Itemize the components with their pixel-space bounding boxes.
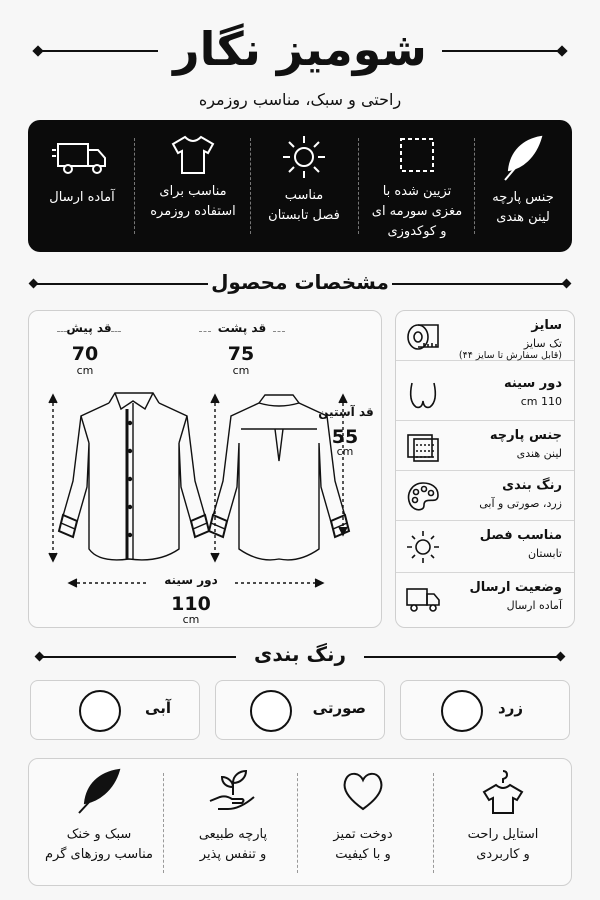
feature-fabric bbox=[476, 120, 570, 252]
feature-line: جنس پارچه bbox=[492, 190, 554, 205]
section-right-line bbox=[392, 283, 566, 285]
bottom-features bbox=[28, 758, 572, 886]
color-option-pink[interactable] bbox=[215, 680, 385, 740]
feature-piping bbox=[362, 120, 472, 252]
fabric-icon bbox=[404, 429, 442, 465]
feather-icon bbox=[75, 767, 123, 815]
spec-value: زرد، صورتی و آبی bbox=[479, 497, 562, 510]
dashed-square-icon bbox=[396, 134, 438, 176]
spec-title: دور سینه bbox=[503, 376, 562, 391]
feature-divider bbox=[433, 773, 434, 873]
section-left-dot bbox=[29, 279, 39, 289]
sun-icon bbox=[404, 529, 442, 565]
feature-line: مناسب برای bbox=[159, 184, 227, 199]
shirt-diagram bbox=[29, 311, 381, 627]
front-length-label: قد پیش bbox=[66, 321, 112, 335]
section-title-specs: مشخصات محصول bbox=[211, 270, 389, 294]
front-length-unit: cm bbox=[76, 364, 94, 377]
feature-line: مغزی سورمه ای bbox=[371, 204, 463, 219]
color-name: صورتی bbox=[312, 699, 366, 717]
section-title-colors: رنگ بندی bbox=[253, 642, 347, 666]
back-length-label: قد پشت bbox=[217, 321, 267, 335]
sleeve-length-value: 55 bbox=[331, 426, 359, 448]
back-length-unit: cm bbox=[232, 364, 250, 377]
bottom-feature-line: سبک و خنک bbox=[66, 827, 132, 842]
truck-icon bbox=[52, 134, 112, 180]
back-length-value: 75 bbox=[227, 343, 255, 365]
chest-icon bbox=[404, 377, 442, 413]
front-length-line bbox=[49, 395, 57, 561]
chest-label: دور سینه bbox=[164, 573, 218, 587]
chest-value: 110 bbox=[171, 593, 211, 615]
sleeve-length-line bbox=[339, 395, 347, 535]
page-title: شومیز نگار bbox=[173, 22, 427, 76]
chest-line bbox=[69, 579, 323, 587]
tshirt-icon bbox=[169, 134, 217, 176]
bottom-feature-line: استایل راحت bbox=[467, 827, 539, 842]
color-name: زرد bbox=[498, 699, 523, 717]
color-swatch bbox=[441, 690, 483, 732]
spec-value: لینن هندی bbox=[516, 447, 562, 460]
feature-divider bbox=[358, 138, 359, 234]
feature-line: استفاده روزمره bbox=[150, 204, 236, 219]
color-option-yellow[interactable] bbox=[400, 680, 570, 740]
spec-note: (قابل سفارش تا سایز ۴۴) bbox=[458, 350, 562, 361]
feature-line: لینن هندی bbox=[496, 210, 550, 225]
feature-line: و کوکدوزی bbox=[387, 224, 447, 239]
spec-row-chest bbox=[396, 369, 574, 421]
bottom-feature-line: مناسب روزهای گرم bbox=[44, 847, 153, 862]
spec-title: مناسب فصل bbox=[479, 528, 562, 543]
features-band bbox=[28, 120, 572, 252]
truck-icon bbox=[404, 581, 442, 617]
bottom-feature-line: و تنفس پذیر bbox=[199, 847, 267, 862]
shirt-back-drawing bbox=[209, 395, 349, 560]
feature-line: فصل تابستان bbox=[268, 208, 340, 223]
sleeve-length-label: قد آستین bbox=[318, 405, 374, 419]
feature-divider bbox=[134, 138, 135, 234]
spec-value: آماده ارسال bbox=[506, 599, 562, 612]
measurements-panel bbox=[28, 310, 382, 628]
spec-row-size bbox=[396, 311, 574, 361]
spec-row-fabric bbox=[396, 421, 574, 471]
shirt-front-drawing bbox=[59, 393, 209, 560]
spec-row-shipping bbox=[396, 573, 574, 627]
spec-value: تابستان bbox=[527, 547, 562, 560]
spec-title: رنگ بندی bbox=[502, 478, 562, 493]
bottom-feature-line: و با کیفیت bbox=[335, 847, 391, 862]
hanger-shirt-icon bbox=[478, 767, 528, 815]
spec-row-colors bbox=[396, 471, 574, 521]
feature-divider bbox=[474, 138, 475, 234]
front-length-value: 70 bbox=[71, 343, 99, 365]
bottom-feature-line: و کاربردی bbox=[476, 847, 530, 862]
color-swatch bbox=[79, 690, 121, 732]
bottom-feature-light bbox=[31, 759, 167, 887]
bottom-feature-style bbox=[435, 759, 571, 887]
measuring-tape-icon bbox=[404, 319, 442, 355]
feature-divider bbox=[250, 138, 251, 234]
color-option-blue[interactable] bbox=[30, 680, 200, 740]
back-length-line bbox=[211, 395, 219, 561]
spec-title: وضعیت ارسال bbox=[469, 580, 562, 595]
section-right-dot bbox=[556, 652, 566, 662]
page-subtitle: راحتی و سبک، مناسب روزمره bbox=[198, 90, 402, 109]
spec-value: تک سایز bbox=[523, 337, 562, 350]
sleeve-length-unit: cm bbox=[336, 445, 354, 458]
section-left-dot bbox=[35, 652, 45, 662]
feature-summer bbox=[254, 120, 354, 252]
bottom-feature-natural-fabric bbox=[165, 759, 301, 887]
plant-hand-icon bbox=[206, 767, 260, 815]
section-left-line bbox=[40, 656, 236, 658]
feature-daily-use bbox=[138, 120, 248, 252]
color-name: آبی bbox=[145, 699, 171, 717]
spec-title: جنس پارچه bbox=[489, 428, 562, 443]
section-right-line bbox=[364, 656, 560, 658]
feather-icon bbox=[501, 134, 545, 182]
bottom-feature-stitching bbox=[295, 759, 431, 887]
feature-ready-to-ship bbox=[32, 120, 132, 252]
spec-value: 110 cm bbox=[520, 395, 562, 408]
chest-unit: cm bbox=[182, 613, 200, 626]
specs-table bbox=[395, 310, 575, 628]
bottom-feature-line: پارچه طبیعی bbox=[198, 827, 268, 842]
feature-line: مناسب bbox=[284, 188, 324, 203]
bottom-feature-line: دوخت تمیز bbox=[333, 827, 393, 842]
palette-icon bbox=[404, 479, 442, 515]
spec-row-season bbox=[396, 521, 574, 573]
feature-line: تزیین شده با bbox=[382, 184, 452, 199]
sun-icon bbox=[281, 134, 327, 180]
color-swatch bbox=[250, 690, 292, 732]
heart-icon bbox=[338, 767, 388, 815]
section-left-line bbox=[34, 283, 208, 285]
section-right-dot bbox=[562, 279, 572, 289]
spec-title: سایز bbox=[531, 318, 562, 333]
feature-line: آماده ارسال bbox=[49, 190, 115, 205]
